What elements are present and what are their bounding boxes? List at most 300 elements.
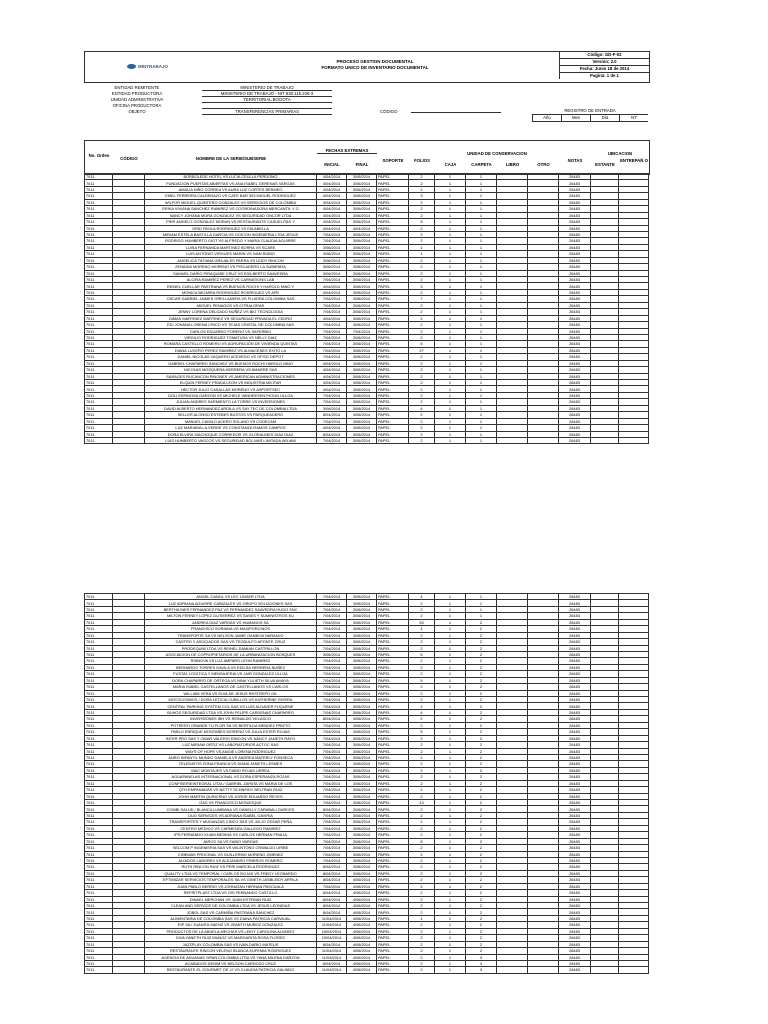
registro-nt: NT bbox=[619, 115, 648, 122]
table-cell: MAC MONTAJES VS FABIO ROJAS URREA bbox=[145, 767, 317, 773]
table-cell: 1 bbox=[435, 671, 466, 677]
table-cell: 1 bbox=[435, 619, 466, 625]
table-cell: PAPEL bbox=[377, 690, 409, 696]
table-cell: 7011 bbox=[85, 425, 113, 431]
table-cell: PAPEL bbox=[377, 231, 409, 237]
table-cell: 26483 bbox=[559, 244, 591, 250]
table-cell: PAPEL bbox=[377, 425, 409, 431]
table-cell: 15/04/2014 bbox=[317, 935, 347, 941]
table-cell: 1 bbox=[435, 270, 466, 276]
table-cell: 2 bbox=[466, 651, 497, 657]
table-cell: 7/04/2014 bbox=[317, 334, 347, 340]
table-cell: PAPEL bbox=[377, 632, 409, 638]
table-cell: 26483 bbox=[559, 677, 591, 683]
table-cell: 7/04/2014 bbox=[317, 812, 347, 818]
table-cell: 1 bbox=[466, 399, 497, 405]
table-cell: 26483 bbox=[559, 199, 591, 205]
table-cell: 3/06/2014 bbox=[347, 270, 377, 276]
table-cell: 7011 bbox=[85, 915, 113, 921]
table-cell: 1 bbox=[435, 883, 466, 889]
table-cell: 2 bbox=[409, 697, 435, 703]
table-cell: 4/06/2014 bbox=[347, 915, 377, 921]
table-cell: 1 bbox=[466, 594, 497, 600]
table-cell: WILLIAM VERA VS ELVA DE JESUS RESTREPO GIL bbox=[145, 690, 317, 696]
table-cell: 1 bbox=[435, 341, 466, 347]
table-cell: 2 bbox=[409, 257, 435, 263]
table-cell: PAPEL bbox=[377, 787, 409, 793]
table-cell: LUISA FERNANDA MARTINEZ BORRA VS SCARE bbox=[145, 244, 317, 250]
table-cell: 7011 bbox=[85, 594, 113, 600]
table-cell: 5 bbox=[409, 729, 435, 735]
table-cell: 2 bbox=[409, 199, 435, 205]
table-cell: 7011 bbox=[85, 960, 113, 966]
table-cell: 3/06/2014 bbox=[317, 264, 347, 270]
table-cell: 3/06/2014 bbox=[347, 309, 377, 315]
table-cell: DUO SERVICES VS ADRIANA ISABEL GAVIRIA bbox=[145, 812, 317, 818]
table-cell: 26483 bbox=[559, 960, 591, 966]
table-cell: 26483 bbox=[559, 626, 591, 632]
table-cell: 7011 bbox=[85, 257, 113, 263]
table-cell: 4/04/2014 bbox=[317, 283, 347, 289]
table-cell: 1 bbox=[435, 909, 466, 915]
table-cell: 7011 bbox=[85, 334, 113, 340]
table-cell: 7011 bbox=[85, 967, 113, 973]
table-cell: 1 bbox=[466, 251, 497, 257]
table-cell: 1 bbox=[466, 315, 497, 321]
col-no-orden: No. Orden bbox=[88, 153, 110, 158]
table-cell: 2 bbox=[466, 851, 497, 857]
table-cell: CASTRO Y ASOCIADOS SAS VS TEODULFO APONTE CRUZ bbox=[145, 639, 317, 645]
table-cell: 1 bbox=[466, 199, 497, 205]
table-cell: 1 bbox=[435, 780, 466, 786]
table-cell: 7011 bbox=[85, 296, 113, 302]
table-cell: 4/06/2014 bbox=[347, 928, 377, 934]
table-cell: 7011 bbox=[85, 825, 113, 831]
table-cell: 1 bbox=[435, 412, 466, 418]
table-cell: PAPEL bbox=[377, 373, 409, 379]
table-cell: 3/06/2014 bbox=[347, 315, 377, 321]
table-cell: 3/06/2014 bbox=[347, 742, 377, 748]
table-cell: 2 bbox=[466, 722, 497, 728]
table-cell: 2 bbox=[409, 761, 435, 767]
table-cell: 7/04/2014 bbox=[317, 761, 347, 767]
table-cell: PAPEL bbox=[377, 735, 409, 741]
table-cell: 4/04/2014 bbox=[317, 367, 347, 373]
table-cell: 7/04/2014 bbox=[317, 857, 347, 863]
table-cell: PAPEL bbox=[377, 399, 409, 405]
table-cell: 3/06/2014 bbox=[347, 373, 377, 379]
table-cell: 26483 bbox=[559, 277, 591, 283]
table-cell: 2 bbox=[466, 716, 497, 722]
col-otro: OTRO bbox=[537, 162, 550, 167]
table-cell: 7/04/2014 bbox=[317, 845, 347, 851]
table-cell: 7/04/2014 bbox=[317, 697, 347, 703]
table-cell: 7011 bbox=[85, 600, 113, 606]
table-cell: BUHOS SEGURIDAD LTDA VS JOHN FELIPE CARDENAS CHAPARRO bbox=[145, 709, 317, 715]
table-cell: 2 bbox=[466, 742, 497, 748]
table-cell: DORA CHAPARRO DE ORTEGA VS NINA YULIETH SILVA AMAYA bbox=[145, 677, 317, 683]
table-cell: 7011 bbox=[85, 405, 113, 411]
table-cell: 26483 bbox=[559, 864, 591, 870]
table-cell: 4/04/2014 bbox=[317, 360, 347, 366]
table-cell: 1 bbox=[466, 392, 497, 398]
table-cell: 3/06/2014 bbox=[347, 690, 377, 696]
table-cell: 7011 bbox=[85, 941, 113, 947]
table-cell: 1 bbox=[435, 960, 466, 966]
table-cell: 7/04/2014 bbox=[317, 296, 347, 302]
table-cell: 26483 bbox=[559, 890, 591, 896]
table-cell: 1 bbox=[466, 347, 497, 353]
table-cell: 1 bbox=[466, 270, 497, 276]
table-cell: 3/06/2014 bbox=[347, 870, 377, 876]
table-cell: PAPEL bbox=[377, 360, 409, 366]
table-cell: CONFISERIEINTEGRAL LTDA / GABRIEL ZAPATA VS MARIA DE LOS bbox=[145, 780, 317, 786]
entidad-productora-value: MINISTERIO DE TRABAJO bbox=[240, 85, 294, 90]
table-cell: IPS FERNANDO KUAM MEDINA VS CARLOS HERNAN FRAIJA bbox=[145, 832, 317, 838]
table-cell: 4/06/2014 bbox=[347, 890, 377, 896]
codigo-field bbox=[380, 108, 501, 114]
col-nombre: NOMBRE DE LA SERIE/SUBSERIE bbox=[195, 156, 267, 161]
table-cell: 1 bbox=[466, 425, 497, 431]
table-cell: ANGELICA TATIANA GRAJALES PARRA VS LEIDY RINCON bbox=[145, 257, 317, 263]
table-cell: 7/04/2014 bbox=[317, 322, 347, 328]
table-cell: 26483 bbox=[559, 380, 591, 386]
table-cell: 1 bbox=[435, 870, 466, 876]
table-cell: 3/06/2014 bbox=[347, 219, 377, 225]
table-cell: 2 bbox=[466, 941, 497, 947]
table-cell: 26483 bbox=[559, 360, 591, 366]
table-cell: 2 bbox=[409, 309, 435, 315]
table-cell: 1 bbox=[435, 690, 466, 696]
table-cell: ALIADOS LABORES VS ALEJANDRO PINEROS ROMERO bbox=[145, 857, 317, 863]
table-cell: 3/06/2014 bbox=[347, 437, 377, 443]
table-cell: 2 bbox=[409, 231, 435, 237]
table-cell: 2 bbox=[409, 180, 435, 186]
col-final: FINAL bbox=[355, 162, 369, 167]
table-cell: 4/06/2014 bbox=[347, 883, 377, 889]
table-cell: 1 bbox=[466, 322, 497, 328]
table-cell: 3/06/2014 bbox=[347, 812, 377, 818]
table-cell: 7011 bbox=[85, 354, 113, 360]
table-cell: PAPEL bbox=[377, 225, 409, 231]
table-cell: AGUAPANELAS INTERNACIONAL VS DORA ESPERANZA ROJAS bbox=[145, 774, 317, 780]
table-cell: 3/06/2014 bbox=[347, 819, 377, 825]
table-cell: 2 bbox=[466, 619, 497, 625]
table-cell: PAPEL bbox=[377, 206, 409, 212]
table-cell: 3/06/2014 bbox=[347, 729, 377, 735]
table-cell: 2 bbox=[409, 289, 435, 295]
table-cell: PAPEL bbox=[377, 437, 409, 443]
table-cell: POTRERO GRANDE TU FLOR SA VS BERTILDA MENDEZ PRIETO bbox=[145, 722, 317, 728]
table-cell: PAPEL bbox=[377, 296, 409, 302]
table-cell bbox=[591, 437, 619, 443]
table-cell: 7011 bbox=[85, 729, 113, 735]
table-cell: 26483 bbox=[559, 392, 591, 398]
table-cell: JULIAN ANDRES SARMIENTO LA TORRE VS INVERSIONES bbox=[145, 399, 317, 405]
table-cell: 26483 bbox=[559, 909, 591, 915]
table-cell bbox=[113, 967, 145, 973]
objeto-label: OBJETO bbox=[128, 109, 146, 114]
table-cell: BORBOLEDE HOTEL VS LUCIA CEULLA PERDOMO bbox=[145, 174, 317, 180]
table-cell: 1 bbox=[435, 431, 466, 437]
table-cell: 2 bbox=[466, 812, 497, 818]
table-cell: PAPEL bbox=[377, 619, 409, 625]
table-cell: 4/04/2014 bbox=[317, 174, 347, 180]
table-cell: 1 bbox=[466, 277, 497, 283]
table-cell: PAPEL bbox=[377, 180, 409, 186]
table-cell: 2 bbox=[409, 645, 435, 651]
table-cell: 1 bbox=[435, 386, 466, 392]
table-cell: 7011 bbox=[85, 722, 113, 728]
table-cell: 26483 bbox=[559, 832, 591, 838]
unidad-administrativa-label: UNIDAD ADMINISTRATIVA bbox=[110, 97, 164, 102]
table-cell: 2 bbox=[409, 206, 435, 212]
table-cell: 2 bbox=[409, 367, 435, 373]
table-cell: DIANA LUCERO PEREZ RAMIREZ VS ALMACENES EXITO LA bbox=[145, 347, 317, 353]
table-cell: 3/06/2014 bbox=[347, 399, 377, 405]
table-cell: 2 bbox=[409, 793, 435, 799]
table-cell: 2 bbox=[409, 418, 435, 424]
table-cell: 7/04/2014 bbox=[317, 825, 347, 831]
table-cell: 7/04/2014 bbox=[317, 392, 347, 398]
table-cell: PAPEL bbox=[377, 748, 409, 754]
table-cell: 2 bbox=[409, 922, 435, 928]
table-cell: ANGEL CANOL VS LEC LINSER LTDA bbox=[145, 594, 317, 600]
table-cell: EDI JOHANA LORENA CRICO VS TEJAS CRISTAL DE COLOMBIA SAS bbox=[145, 322, 317, 328]
table-cell: 7011 bbox=[85, 283, 113, 289]
table-row bbox=[85, 967, 649, 973]
table-cell: 7/04/2014 bbox=[317, 703, 347, 709]
table-cell: 2 bbox=[409, 238, 435, 244]
table-cell bbox=[528, 437, 559, 443]
table-cell: 1 bbox=[435, 896, 466, 902]
table-cell: 2 bbox=[466, 774, 497, 780]
table-cell: RINNOVA VS LUZ AMPARO LEON RAMIREZ bbox=[145, 658, 317, 664]
table-cell: 1 bbox=[435, 716, 466, 722]
table-cell: 26483 bbox=[559, 193, 591, 199]
table-cell: NANCY JOHANA MORA GONZALEZ VS SEGURIDAD ONCOR LTDA bbox=[145, 212, 317, 218]
table-cell: 1 bbox=[466, 225, 497, 231]
table-cell: 1 bbox=[466, 328, 497, 334]
table-cell: 26483 bbox=[559, 251, 591, 257]
table-cell: PAPEL bbox=[377, 870, 409, 876]
table-cell: 2 bbox=[466, 948, 497, 954]
table-cell: 1 bbox=[435, 392, 466, 398]
table-cell: 3/06/2014 bbox=[347, 257, 377, 263]
table-cell: INVERSIONES IBH VS REINALDO VELASCO bbox=[145, 716, 317, 722]
table-cell: 7/04/2014 bbox=[317, 748, 347, 754]
table-cell: 7/04/2014 bbox=[317, 606, 347, 612]
registro-title: REGISTRO DE ENTRADA bbox=[532, 108, 648, 115]
table-cell: 26483 bbox=[559, 405, 591, 411]
table-cell: 2 bbox=[466, 626, 497, 632]
table-cell: 1 bbox=[466, 174, 497, 180]
table-cell: 3 bbox=[466, 967, 497, 973]
table-cell: 26483 bbox=[559, 632, 591, 638]
table-cell: 1 bbox=[435, 360, 466, 366]
table-cell: 1 bbox=[435, 606, 466, 612]
table-cell: 1 bbox=[466, 264, 497, 270]
table-cell: 7/04/2014 bbox=[317, 354, 347, 360]
table-cell: 26483 bbox=[559, 373, 591, 379]
table-cell: 2 bbox=[466, 877, 497, 883]
table-cell: 2 bbox=[466, 632, 497, 638]
unidad-administrativa-value: MINISTERIO DE TRABAJO - NIT 830.115.226-3 bbox=[220, 91, 314, 96]
table-cell: 1 bbox=[435, 639, 466, 645]
table-cell: 26483 bbox=[559, 658, 591, 664]
table-cell: 2 bbox=[409, 671, 435, 677]
table-cell: 7011 bbox=[85, 748, 113, 754]
table-cell: 26483 bbox=[559, 690, 591, 696]
table-cell: 3/06/2014 bbox=[347, 386, 377, 392]
table-cell: PAPEL bbox=[377, 257, 409, 263]
table-cell: 8/04/2014 bbox=[317, 870, 347, 876]
table-cell: PAPEL bbox=[377, 948, 409, 954]
table-cell: PAPEL bbox=[377, 754, 409, 760]
table-cell: 2 bbox=[466, 800, 497, 806]
table-cell: PAPEL bbox=[377, 264, 409, 270]
table-cell: JOBOL SAS VS CARMIÑA PASTRANA SANCHEZ bbox=[145, 909, 317, 915]
table-cell: 1 bbox=[466, 613, 497, 619]
table-cell: 26483 bbox=[559, 877, 591, 883]
table-cell: 2 bbox=[466, 709, 497, 715]
table-cell: 1 bbox=[435, 277, 466, 283]
inventory-table bbox=[84, 173, 649, 444]
table-cell: 1 bbox=[435, 890, 466, 896]
table-cell: 1 bbox=[435, 729, 466, 735]
table-cell: 7/04/2014 bbox=[347, 328, 377, 334]
table-cell: 3/06/2014 bbox=[347, 825, 377, 831]
table-cell: 2 bbox=[409, 186, 435, 192]
table-cell: 2 bbox=[409, 819, 435, 825]
table-cell: 2 bbox=[466, 935, 497, 941]
table-cell: 2 bbox=[466, 928, 497, 934]
table-cell: 53 bbox=[409, 619, 435, 625]
table-cell: 11/04/2014 bbox=[317, 967, 347, 973]
table-cell: 26483 bbox=[559, 238, 591, 244]
col-libro: LIBRO bbox=[505, 162, 520, 167]
table-cell: 2 bbox=[466, 793, 497, 799]
table-cell: MARIA ISABEL CASTELLANOS DE CASTELLANOS VS CARLOS bbox=[145, 684, 317, 690]
table-cell: 2 bbox=[466, 677, 497, 683]
table-cell: 26483 bbox=[559, 735, 591, 741]
table-cell: 3/06/2014 bbox=[347, 367, 377, 373]
table-cell: 1 bbox=[435, 302, 466, 308]
table-cell: 4/06/2014 bbox=[347, 941, 377, 947]
table-cell: 3/06/2014 bbox=[347, 626, 377, 632]
table-cell: 7/04/2014 bbox=[317, 735, 347, 741]
table-cell: 7011 bbox=[85, 735, 113, 741]
table-cell: 4/06/2014 bbox=[347, 967, 377, 973]
table-cell: 26483 bbox=[559, 941, 591, 947]
table-cell: 2 bbox=[466, 735, 497, 741]
table-cell: 1 bbox=[435, 735, 466, 741]
table-cell: 2 bbox=[409, 264, 435, 270]
table-cell: 26483 bbox=[559, 600, 591, 606]
table-cell: 26483 bbox=[559, 722, 591, 728]
table-cell bbox=[528, 967, 559, 973]
table-cell: DANIEL NICOLAS VAQUERO ACEVEDO VS OFICE DEPOT bbox=[145, 354, 317, 360]
table-cell: 2 bbox=[409, 664, 435, 670]
table-cell: PAPEL bbox=[377, 354, 409, 360]
table-cell: 26483 bbox=[559, 664, 591, 670]
table-cell: 7011 bbox=[85, 684, 113, 690]
table-cell: 3/06/2014 bbox=[347, 845, 377, 851]
table-cell: FRANCISCO SORIANA VS MAXIPORCINOS bbox=[145, 626, 317, 632]
table-cell: 26483 bbox=[559, 219, 591, 225]
table-cell: 3/06/2014 bbox=[347, 405, 377, 411]
table-cell: 26483 bbox=[559, 651, 591, 657]
table-cell: 2 bbox=[409, 748, 435, 754]
table-cell: 7011 bbox=[85, 800, 113, 806]
table-cell: 2 bbox=[409, 832, 435, 838]
table-cell: 26483 bbox=[559, 639, 591, 645]
table-cell: 4/06/2014 bbox=[347, 909, 377, 915]
table-cell: 1 bbox=[435, 315, 466, 321]
col-caja: CAJA bbox=[444, 162, 457, 167]
table-cell: 3/06/2014 bbox=[317, 257, 347, 263]
entity-info bbox=[84, 83, 648, 139]
table-cell: 7/04/2014 bbox=[317, 883, 347, 889]
table-cell: PAPEL bbox=[377, 761, 409, 767]
table-cell: 1 bbox=[435, 928, 466, 934]
table-cell: VIRGILIO RODRIGUEZ TOMATUSA VS NELLY DIAZ bbox=[145, 334, 317, 340]
title-line-1: PROCESO GESTION DOCUMENTAL bbox=[336, 59, 414, 64]
table-cell: 2 bbox=[466, 896, 497, 902]
table-cell: 2 bbox=[466, 780, 497, 786]
table-cell: 26483 bbox=[559, 289, 591, 295]
table-cell: 4/04/2014 bbox=[317, 219, 347, 225]
table-cell: 4/06/2014 bbox=[347, 935, 377, 941]
table-cell: 7/04/2014 bbox=[317, 729, 347, 735]
col-entrepano: ENTREPAÑ O bbox=[620, 158, 648, 163]
table-cell: 1 bbox=[466, 296, 497, 302]
table-cell: 3/06/2014 bbox=[347, 851, 377, 857]
table-cell: PAPEL bbox=[377, 651, 409, 657]
table-cell: PAPEL bbox=[377, 812, 409, 818]
table-cell: 1 bbox=[435, 812, 466, 818]
table-cell: 7011 bbox=[85, 639, 113, 645]
table-cell bbox=[497, 437, 528, 443]
table-cell: 26483 bbox=[559, 774, 591, 780]
col-carpeta: CARPETA bbox=[471, 162, 492, 167]
table-cell: 7011 bbox=[85, 870, 113, 876]
table-cell: 7/04/2014 bbox=[317, 767, 347, 773]
table-cell: 1 bbox=[435, 264, 466, 270]
table-cell: 2 bbox=[466, 754, 497, 760]
table-cell: 26483 bbox=[559, 645, 591, 651]
table-cell: 2 bbox=[409, 302, 435, 308]
table-cell: PAPEL bbox=[377, 935, 409, 941]
table-cell: 3/06/2014 bbox=[347, 412, 377, 418]
table-cell: 1 bbox=[466, 380, 497, 386]
table-cell: 2 bbox=[409, 890, 435, 896]
table-cell: PAPEL bbox=[377, 709, 409, 715]
table-cell: 8/04/2014 bbox=[317, 806, 347, 812]
table-cell: 7011 bbox=[85, 315, 113, 321]
table-cell: 26483 bbox=[559, 334, 591, 340]
table-cell: 2 bbox=[409, 322, 435, 328]
table-cell: 4/04/2014 bbox=[317, 425, 347, 431]
table-cell: 26483 bbox=[559, 903, 591, 909]
table-cell: 3/06/2014 bbox=[317, 251, 347, 257]
table-cell: PAPEL bbox=[377, 967, 409, 973]
table-cell: DIMAS MARTINEZ MARTINEZ VS SEGURIDAD PRIVADA EL CEDRO bbox=[145, 315, 317, 321]
table-cell: 7011 bbox=[85, 928, 113, 934]
table-cell: 4/04/2014 bbox=[317, 373, 347, 379]
table-cell: 1 bbox=[435, 594, 466, 600]
table-cell: 5 bbox=[409, 341, 435, 347]
